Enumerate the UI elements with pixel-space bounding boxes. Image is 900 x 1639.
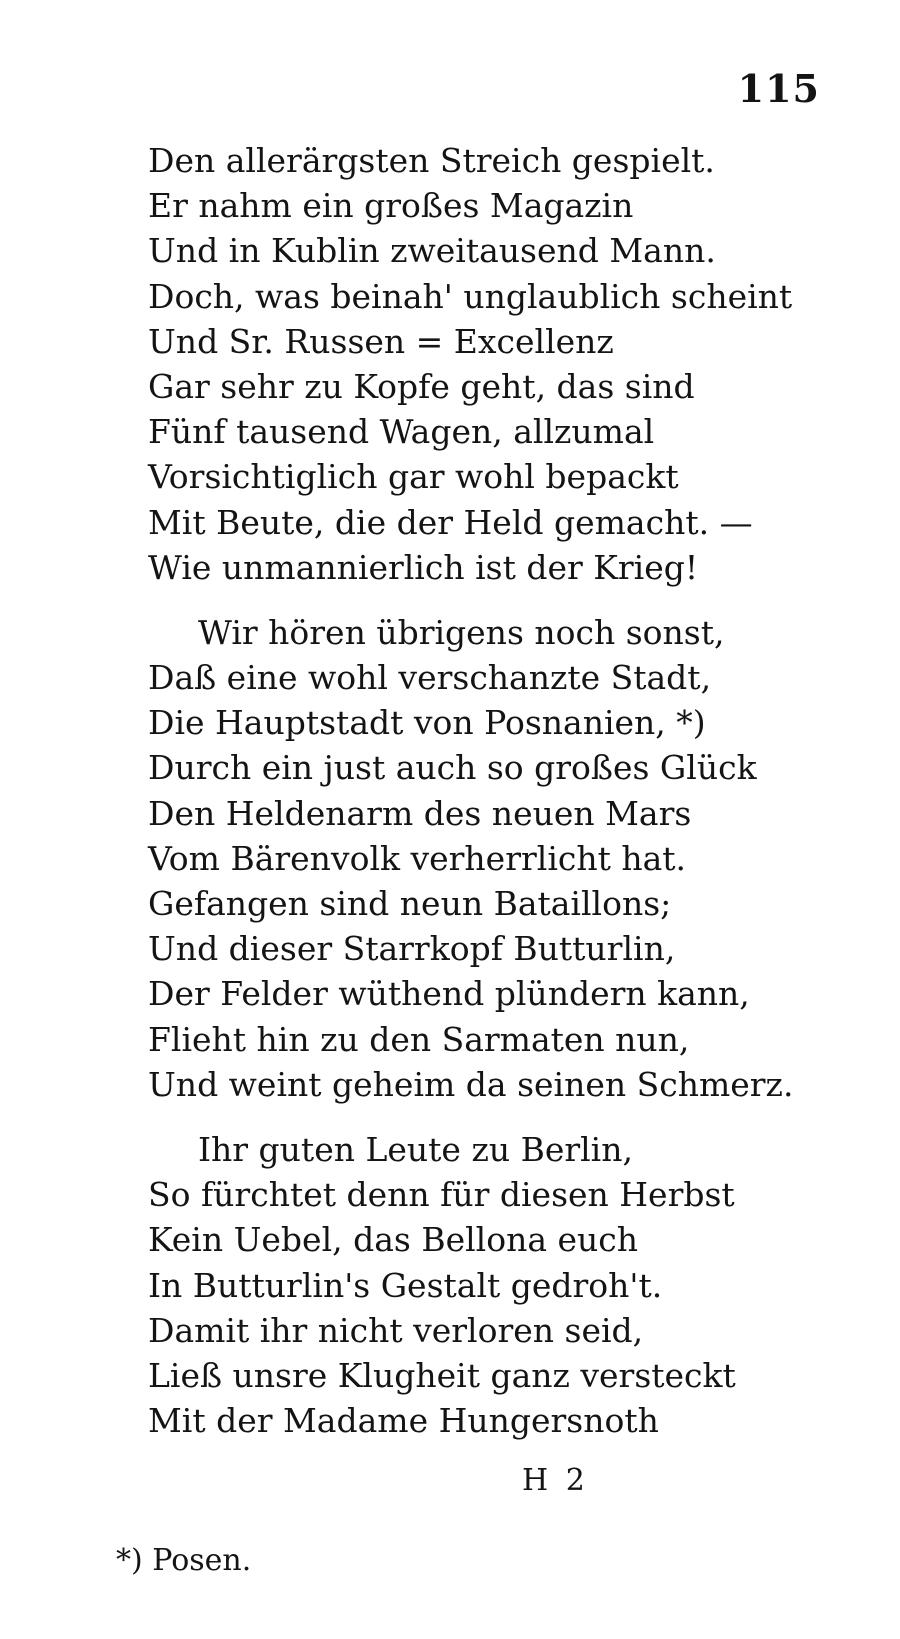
poem-line: Flieht hin zu den Sarmaten nun, xyxy=(148,1019,690,1059)
poem-line: Den Heldenarm des neuen Mars xyxy=(148,793,692,833)
poem-line: Gar sehr zu Kopfe geht, das sind xyxy=(148,366,695,406)
poem-line: Vom Bärenvolk verherrlicht hat. xyxy=(148,838,687,878)
poem-line: Vorsichtiglich gar wohl bepackt xyxy=(148,457,679,497)
poem-line: Wir hören übrigens noch sonst, xyxy=(198,612,725,652)
poem-line: Er nahm ein großes Magazin xyxy=(148,186,634,226)
poem-line: Ließ unsre Klugheit ganz versteckt xyxy=(148,1355,736,1395)
stanza-2 xyxy=(148,610,848,1107)
poem-line: In Butturlin's Gestalt gedroh't. xyxy=(148,1265,663,1305)
poem xyxy=(148,138,848,1443)
poem-line: Damit ihr nicht verloren seid, xyxy=(148,1310,644,1350)
poem-line: Mit der Madame Hungersnoth xyxy=(148,1401,659,1441)
poem-line: Und weint geheim da seinen Schmerz. xyxy=(148,1064,794,1104)
poem-line: Ihr guten Leute zu Berlin, xyxy=(198,1129,633,1169)
poem-line: Kein Uebel, das Bellona euch xyxy=(148,1220,639,1260)
poem-line: Daß eine wohl verschanzte Stadt, xyxy=(148,658,712,698)
poem-line: Fünf tausend Wagen, allzumal xyxy=(148,412,655,452)
poem-line: Die Hauptstadt von Posnanien, *) xyxy=(148,703,706,743)
poem-line: Und Sr. Russen = Excellenz xyxy=(148,321,614,361)
poem-line: Gefangen sind neun Bataillons; xyxy=(148,884,672,923)
stanza-1 xyxy=(148,138,848,590)
poem-line: Mit Beute, die der Held gemacht. — xyxy=(148,502,753,542)
stanza-3 xyxy=(148,1127,848,1443)
poem-line: Doch, was beinah' unglaublich scheint xyxy=(148,276,793,316)
poem-line: So fürchtet denn für diesen Herbst xyxy=(148,1175,735,1215)
page-number: 115 xyxy=(737,66,820,111)
poem-line: Und in Kublin zweitausend Mann. xyxy=(148,231,716,271)
poem-line: Und dieser Starrkopf Butturlin, xyxy=(148,929,676,969)
poem-line: Wie unmannierlich ist der Krieg! xyxy=(148,547,699,587)
footnote: *) Posen. xyxy=(116,1543,252,1578)
poem-line: Der Felder wüthend plündern kann, xyxy=(148,974,750,1014)
poem-line: Den allerärgsten Streich gespielt. xyxy=(148,141,715,180)
poem-line: Durch ein just auch so großes Glück xyxy=(148,748,757,788)
signature-mark: H 2 xyxy=(522,1463,589,1498)
